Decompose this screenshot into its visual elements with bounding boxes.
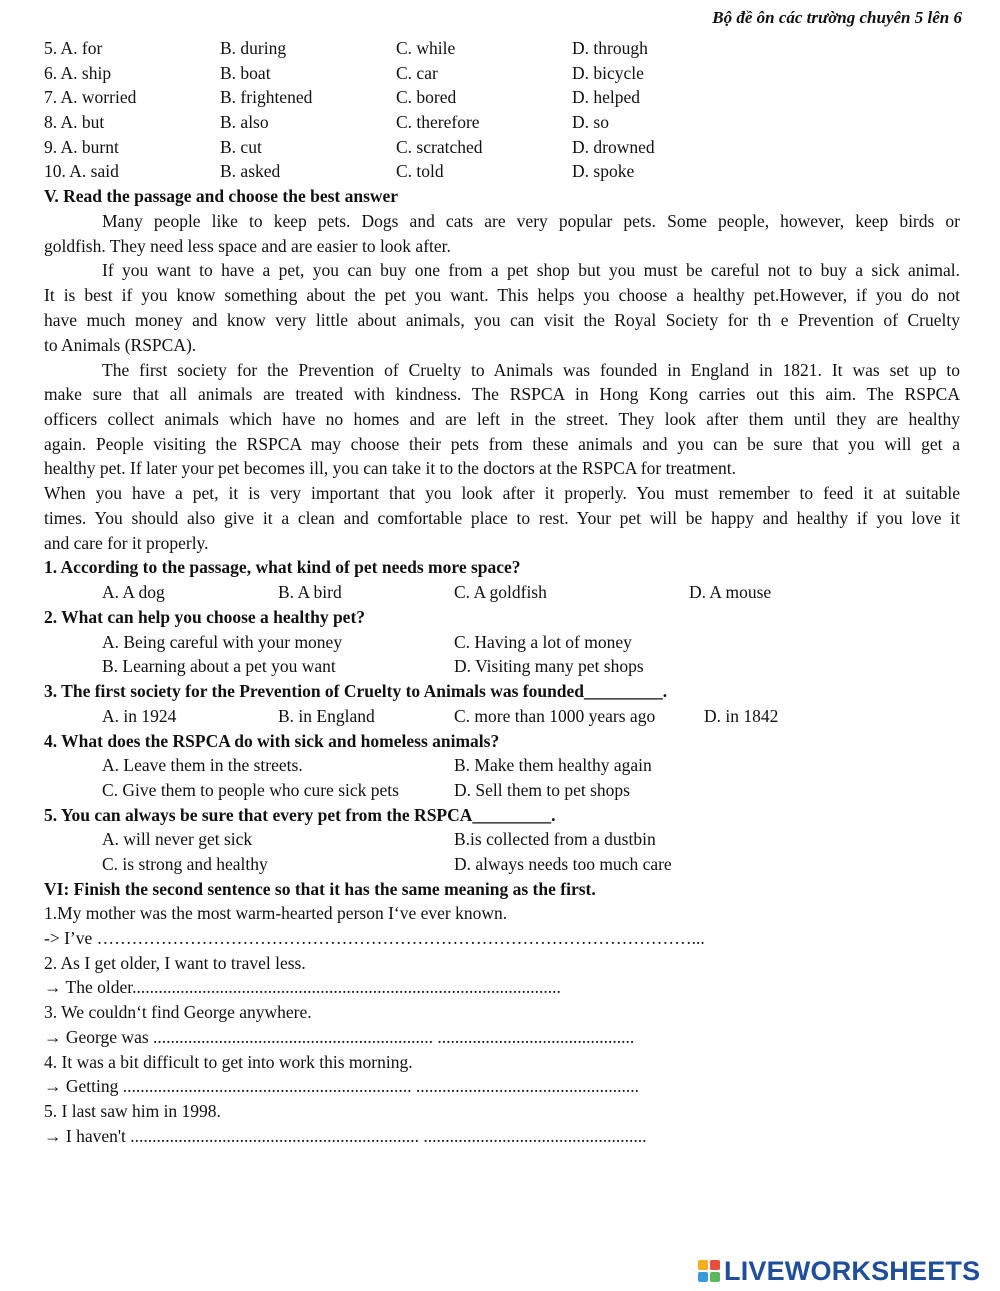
page-header: Bộ đề ôn các trường chuyên 5 lên 6 (712, 8, 962, 27)
passage-line: If you want to have a pet, you can buy one from a pet shop but you must be careful not to buy a sick animal. (102, 260, 960, 280)
option-b[interactable]: B. A bird (278, 582, 342, 602)
option-a: 9. A. burnt (44, 137, 119, 157)
option-d: D. through (572, 38, 648, 58)
option-a[interactable]: A. A dog (102, 582, 165, 602)
passage-line: again. People visiting the RSPCA may choose their pets from these animals and you can be sure that you will get a (44, 434, 960, 454)
option-a[interactable]: A. Being careful with your money (102, 632, 343, 652)
option-d[interactable]: D. A mouse (689, 582, 772, 602)
passage-line: Many people like to keep pets. Dogs and cats are very popular pets. Some people, however, keep birds or (102, 211, 960, 231)
sentence-prompt: 3. We couldn‘t find George anywhere. (44, 1002, 312, 1022)
option-d: D. drowned (572, 137, 655, 157)
passage-line: The first society for the Prevention of Cruelty to Animals was founded in England in 1821. It was set up to (102, 360, 960, 380)
option-b[interactable]: B. Make them healthy again (454, 755, 652, 775)
option-b: B. also (220, 112, 269, 132)
option-a[interactable]: A. Leave them in the streets. (102, 755, 303, 775)
sentence-answer-input[interactable]: → The older.................................................................................................. (44, 977, 561, 997)
option-b: B. asked (220, 161, 281, 181)
section-heading: V. Read the passage and choose the best answer (44, 186, 399, 206)
option-a: 6. A. ship (44, 63, 112, 83)
option-d[interactable]: D. in 1842 (704, 706, 779, 726)
option-c: C. told (396, 161, 444, 181)
option-a: 10. A. said (44, 161, 119, 181)
option-b: B. cut (220, 137, 262, 157)
option-d: D. so (572, 112, 609, 132)
passage-line: times. You should also give it a clean and comfortable place to rest. Your pet will be happy and healthy if you love it (44, 508, 960, 528)
option-c: C. while (396, 38, 456, 58)
question-text: 1. According to the passage, what kind of pet needs more space? (44, 557, 521, 577)
passage-line: to Animals (RSPCA). (44, 335, 197, 355)
option-d: D. bicycle (572, 63, 644, 83)
option-a[interactable]: A. in 1924 (102, 706, 177, 726)
sentence-prompt: 2. As I get older, I want to travel less. (44, 953, 306, 973)
option-c: C. scratched (396, 137, 483, 157)
option-b[interactable]: B. Learning about a pet you want (102, 656, 336, 676)
question-text: 4. What does the RSPCA do with sick and homeless animals? (44, 731, 500, 751)
sentence-answer-input[interactable]: → George was ................................................................ ............................................. (44, 1027, 635, 1047)
option-c[interactable]: C. Having a lot of money (454, 632, 632, 652)
passage-line: and care for it properly. (44, 533, 209, 553)
option-a: 7. A. worried (44, 87, 137, 107)
option-c: C. therefore (396, 112, 480, 132)
sentence-answer-input[interactable]: -> I’ve …………………………………………………………………………………………... (44, 928, 705, 948)
option-b: B. during (220, 38, 287, 58)
question-text: 2. What can help you choose a healthy pet? (44, 607, 366, 627)
liveworksheets-logo (698, 1254, 980, 1288)
option-d[interactable]: D. Visiting many pet shops (454, 656, 644, 676)
option-d[interactable]: D. Sell them to pet shops (454, 780, 630, 800)
option-c: C. car (396, 63, 438, 83)
question-text: 3. The first society for the Prevention of Cruelty to Animals was founded_________. (44, 681, 668, 701)
option-b: B. boat (220, 63, 271, 83)
option-c[interactable]: C. is strong and healthy (102, 854, 268, 874)
sentence-answer-input[interactable]: → I haven't .................................................................. ................................................... (44, 1126, 647, 1146)
passage-line: goldfish. They need less space and are easier to look after. (44, 236, 451, 256)
option-d: D. spoke (572, 161, 635, 181)
option-b[interactable]: B.is collected from a dustbin (454, 829, 656, 849)
passage-line: It is best if you know something about the pet you want. This helps you choose a healthy pet.However, if you do not (44, 285, 960, 305)
option-c[interactable]: C. A goldfish (454, 582, 547, 602)
sentence-prompt: 5. I last saw him in 1998. (44, 1101, 221, 1121)
passage-line: have much money and know very little about animals, you can visit the Royal Society for th e Prevention of Cruelty (44, 310, 960, 330)
passage-line: make sure that all animals are treated with kindness. The RSPCA in Hong Kong carries out this aim. The RSPCA (44, 384, 960, 404)
sentence-prompt: 1.My mother was the most warm-hearted person I‘ve ever known. (44, 903, 508, 923)
logo-text: LIVEWORKSHEETS (724, 1255, 981, 1286)
option-a: 8. A. but (44, 112, 105, 132)
option-d: D. helped (572, 87, 641, 107)
option-b: B. frightened (220, 87, 313, 107)
passage-line: When you have a pet, it is very important that you look after it properly. You must remember to feed it at suitable (44, 483, 960, 503)
option-c[interactable]: C. Give them to people who cure sick pets (102, 780, 399, 800)
option-a[interactable]: A. will never get sick (102, 829, 253, 849)
option-a: 5. A. for (44, 38, 103, 58)
sentence-answer-input[interactable]: → Getting .................................................................. ................................................... (44, 1076, 639, 1096)
option-c[interactable]: C. more than 1000 years ago (454, 706, 656, 726)
logo-squares-icon (698, 1260, 720, 1282)
option-d[interactable]: D. always needs too much care (454, 854, 672, 874)
passage-line: officers collect animals which have no homes and are left in the street. They look after them until they are healthy (44, 409, 960, 429)
passage-line: healthy pet. If later your pet becomes ill, you can take it to the doctors at the RSPCA for treatment. (44, 458, 737, 478)
question-text: 5. You can always be sure that every pet from the RSPCA_________. (44, 805, 556, 825)
sentence-prompt: 4. It was a bit difficult to get into work this morning. (44, 1052, 413, 1072)
option-c: C. bored (396, 87, 457, 107)
section-heading: VI: Finish the second sentence so that it has the same meaning as the first. (44, 879, 596, 899)
option-b[interactable]: B. in England (278, 706, 375, 726)
